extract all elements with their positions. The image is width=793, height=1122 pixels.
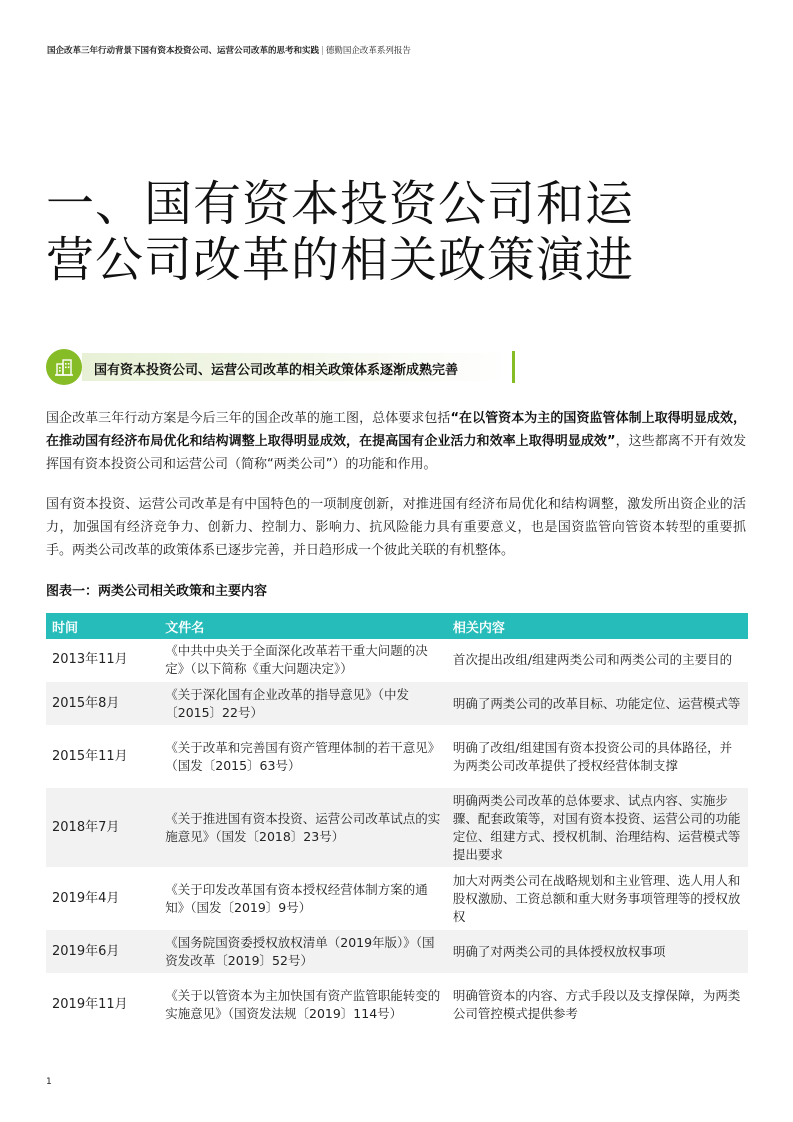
table-header-row [46, 613, 748, 639]
header-document: 文件名 [159, 613, 447, 639]
table-row [46, 788, 748, 868]
paragraph-1-tail: ，这些都离不开有效发挥国有资本投资公司和运营公司（简称“两类公司”）的功能和作用。 [46, 434, 746, 472]
running-header [47, 44, 411, 56]
row-time: 2018年7月 [46, 788, 159, 868]
table-row [46, 974, 748, 1036]
row-time: 2015年8月 [46, 682, 159, 726]
row-content: 明确了对两类公司的具体授权放权事项 [447, 930, 748, 974]
row-document: 《关于以管资本为主加快国有资产监管职能转变的实施意见》（国资发法规〔2019〕114号） [159, 974, 447, 1036]
header-content: 相关内容 [447, 613, 748, 639]
banner-text: 国有资本投资公司、运营公司改革的相关政策体系逐渐成熟完善 [94, 363, 459, 378]
policy-table [46, 613, 748, 1036]
page-title [46, 176, 766, 288]
table-row [46, 726, 748, 788]
paragraph-1-lead: 国企改革三年行动方案是今后三年的国企改革的施工图，总体要求包括 [46, 411, 451, 426]
paragraph-1 [46, 407, 746, 476]
header-main: 国企改革三年行动背景下国有资本投资公司、运营公司改革的思考和实践 [47, 46, 320, 56]
row-time: 2019年4月 [46, 868, 159, 930]
row-content: 明确了改组/组建国有资本投资公司的具体路径，并为两类公司改革提供了授权经营体制支撑 [447, 726, 748, 788]
row-document: 《关于推进国有资本投资、运营公司改革试点的实施意见》（国发〔2018〕23号） [159, 788, 447, 868]
header-separator: | [321, 46, 324, 56]
row-time: 2015年11月 [46, 726, 159, 788]
row-time: 2019年11月 [46, 974, 159, 1036]
page-number: 1 [46, 1077, 52, 1087]
row-document: 《关于改革和完善国有资产管理体制的若干意见》（国发〔2015〕63号） [159, 726, 447, 788]
table-row [46, 682, 748, 726]
paragraph-2: 国有资本投资、运营公司改革是有中国特色的一项制度创新，对推进国有经济布局优化和结构调整，激发所出资企业的活力，加强国有经济竞争力、创新力、控制力、影响力、抗风险能力具有重要意义，也是国资监管向管资本转型的重要抓手。两类公司改革的政策体系已逐步完善，并日趋形成一个彼此关联的有机整体。 [46, 497, 746, 558]
row-time: 2019年6月 [46, 930, 159, 974]
building-icon [46, 349, 82, 385]
header-time: 时间 [46, 613, 159, 639]
section-banner [46, 349, 514, 385]
paragraph-1-bold: “在以管资本为主的国资监管体制上取得明显成效，在推动国有经济布局优化和结构调整上取得明显成效，在提高国有企业活力和效率上取得明显成效” [46, 411, 746, 449]
banner-divider [512, 351, 515, 383]
row-content: 明确了两类公司的改革目标、功能定位、运营模式等 [447, 682, 748, 726]
figure-title: 图表一：两类公司相关政策和主要内容 [46, 584, 268, 599]
banner-band [82, 353, 512, 381]
row-content: 首次提出改组/组建两类公司和两类公司的主要目的 [447, 639, 748, 682]
table-row [46, 639, 748, 682]
row-time: 2013年11月 [46, 639, 159, 682]
row-content: 明确管资本的内容、方式手段以及支撑保障，为两类公司管控模式提供参考 [447, 974, 748, 1036]
row-content: 加大对两类公司在战略规划和主业管理、选人用人和股权激励、工资总额和重大财务事项管理等的授权放权 [447, 868, 748, 930]
row-document: 《中共中央关于全面深化改革若干重大问题的决定》（以下简称《重大问题决定》） [159, 639, 447, 682]
row-document: 《关于深化国有企业改革的指导意见》（中发〔2015〕22号） [159, 682, 447, 726]
title-line-1: 一、国有资本投资公司和运 [46, 176, 635, 232]
table-row [46, 930, 748, 974]
row-document: 《国务院国资委授权放权清单（2019年版）》（国资发改革〔2019〕52号） [159, 930, 447, 974]
table-row [46, 868, 748, 930]
row-content: 明确两类公司改革的总体要求、试点内容、实施步骤、配套政策等，对国有资本投资、运营公司的功能定位、组建方式、授权机制、治理结构、运营模式等提出要求 [447, 788, 748, 868]
header-series: 德勤国企改革系列报告 [325, 46, 411, 56]
row-document: 《关于印发改革国有资本授权经营体制方案的通知》（国发〔2019〕9号） [159, 868, 447, 930]
title-line-2: 营公司改革的相关政策演进 [46, 232, 635, 288]
